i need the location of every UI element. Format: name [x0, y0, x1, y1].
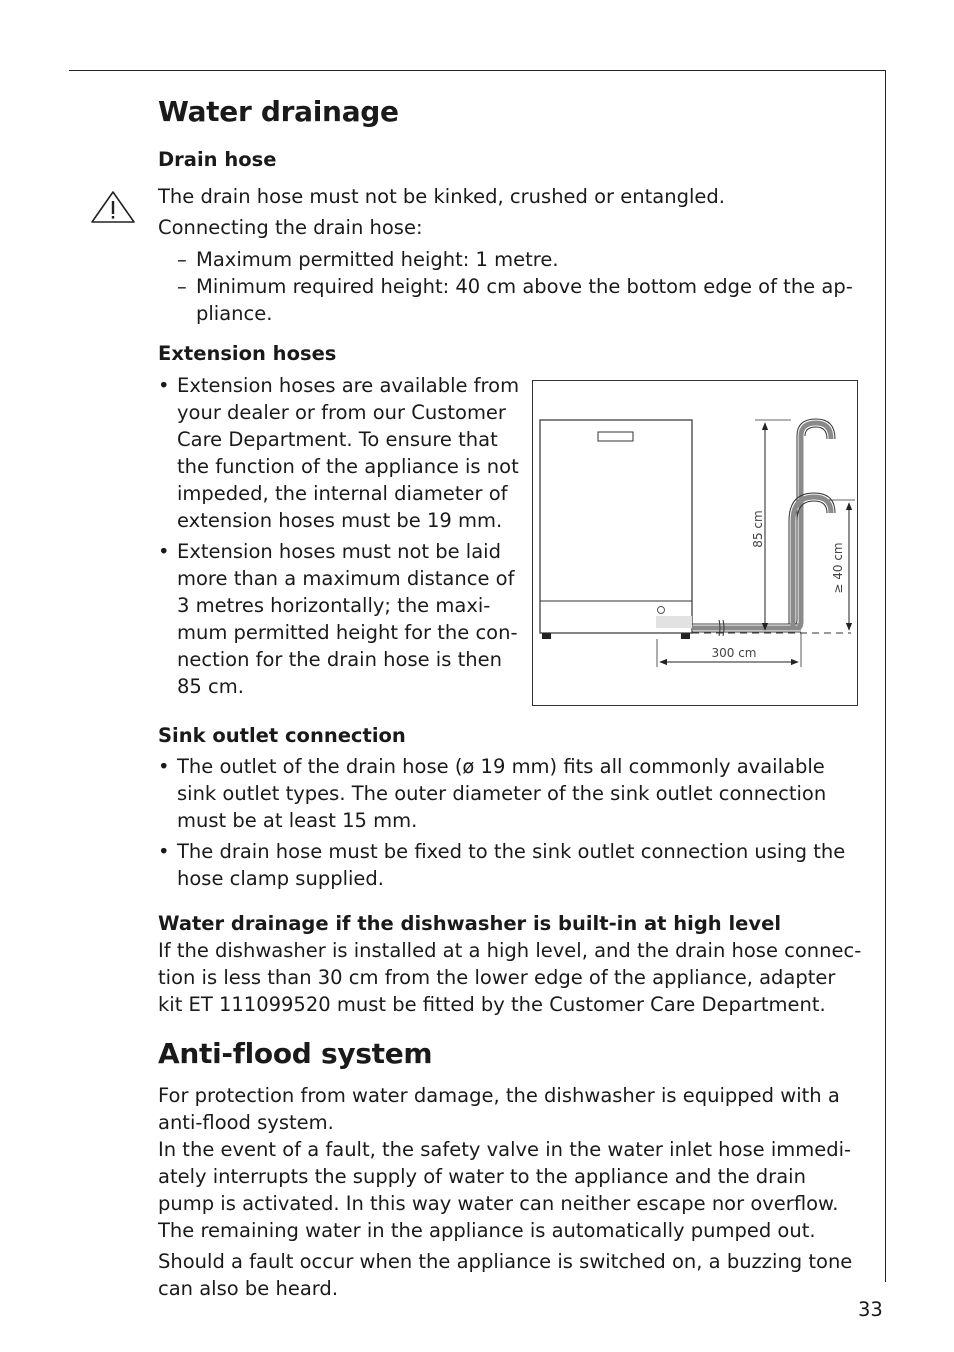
- list-item: • The outlet of the drain hose (ø 19 mm) fits all commonly available sink outlet types. The outer diameter of the sink outlet connection must be at least 15 mm.: [158, 753, 862, 834]
- high-level-text: If the dishwasher is installed at a high level, and the drain hose connec-tion is less than 30 cm from the lower edge of the appliance, adapter kit ET 111099520 must be fitted by the Customer Care Department.: [158, 939, 862, 1016]
- section-title-anti-flood: Anti-flood system: [158, 1037, 433, 1070]
- label-85cm: 85 cm: [751, 510, 765, 548]
- heading-drain-hose: Drain hose: [158, 148, 277, 171]
- heading-sink-outlet: Sink outlet connection: [158, 724, 406, 747]
- label-300cm: 300 cm: [711, 646, 757, 660]
- drain-hose-warning-text: The drain hose must not be kinked, crushed or entangled.: [158, 185, 725, 208]
- list-item: • Extension hoses must not be laid more than a maximum distance of 3 metres horizontally; the maxi-mum permitted height for the con-nection for the drain hose is then 85 cm.: [158, 538, 520, 700]
- drain-hose-diagram: [532, 380, 858, 706]
- label-40cm: ≥ 40 cm: [831, 542, 845, 594]
- page-number: 33: [858, 1298, 883, 1321]
- list-item: – Maximum permitted height: 1 metre.: [177, 246, 862, 273]
- anti-flood-para-1: For protection from water damage, the dishwasher is equipped with a anti-flood system.: [158, 1084, 840, 1134]
- list-item: – Minimum required height: 40 cm above the bottom edge of the ap-pliance.: [177, 273, 862, 327]
- right-rule: [885, 70, 886, 1282]
- list-item: • Extension hoses are available from your dealer or from our Customer Care Department. To ensure that the function of the appliance is not impeded, the internal diameter of extension hoses must be 19 mm.: [158, 372, 520, 534]
- list-item: • The drain hose must be fixed to the sink outlet connection using the hose clamp supplied.: [158, 838, 862, 892]
- drain-hose-intro: Connecting the drain hose:: [158, 216, 423, 239]
- internal-hose: [656, 607, 692, 629]
- section-title-water-drainage: Water drainage: [158, 95, 399, 128]
- dishwasher-outline: [540, 420, 692, 639]
- anti-flood-para-3: Should a fault occur when the appliance is switched on, a buzzing tone can also be heard.: [158, 1250, 853, 1300]
- top-rule: [69, 70, 886, 71]
- anti-flood-para-2: In the event of a fault, the safety valve in the water inlet hose immedi-ately interrupts the supply of water to the appliance and the drain pump is activated. In this way water can neither escape nor overflow. The remaining water in the appliance is automatically pumped out.: [158, 1138, 852, 1242]
- heading-extension-hoses: Extension hoses: [158, 342, 337, 365]
- warning-icon: [90, 190, 136, 224]
- heading-high-level: Water drainage if the dishwasher is built-in at high level: [158, 912, 782, 935]
